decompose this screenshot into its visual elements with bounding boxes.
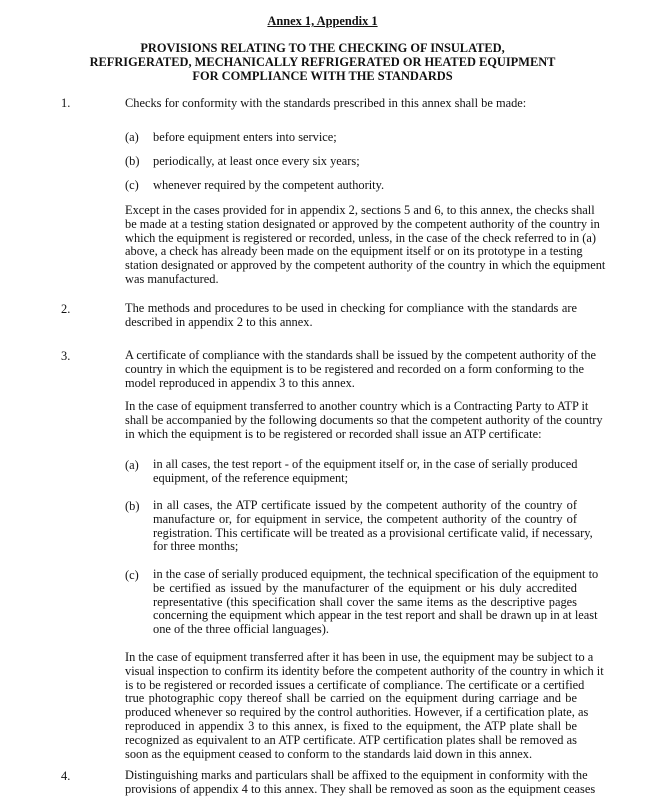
item-label: (a) xyxy=(125,130,139,144)
paragraph-line: equipment, of the reference equipment; xyxy=(153,470,349,485)
section-text xyxy=(125,302,577,330)
paragraph-line: produced whenever so required by the control authorities. However, if a certification plate, as xyxy=(125,705,589,720)
item-text xyxy=(153,458,577,486)
item-label: (b) xyxy=(125,499,140,513)
paragraph-line: in all cases, the test report - of the equipment itself or, in the case of serially produced xyxy=(153,457,578,471)
paragraph-line: provisions of appendix 4 to this annex. They shall be removed as soon as the equipment ceases xyxy=(125,781,596,796)
item-label: (a) xyxy=(125,458,139,472)
paragraph-line: registration. This certificate will be treated as a provisional certificate valid, if necessary, xyxy=(153,525,593,540)
paragraph-line: be made at a testing station designated or approved by the competent authority of the country in xyxy=(125,216,600,231)
item-text xyxy=(153,498,593,554)
paragraph-line: model reproduced in appendix 3 to this annex. xyxy=(125,375,355,390)
paragraph-line: The methods and procedures to be used in checking for compliance with the standards are xyxy=(125,301,577,315)
paragraph-line: manufacture or, for equipment in service, the competent authority of the country of xyxy=(153,511,577,526)
section-number: 1. xyxy=(61,96,71,110)
section-number: 4. xyxy=(61,769,71,783)
item-label: (b) xyxy=(125,154,140,168)
section-number: 3. xyxy=(61,349,71,363)
paragraph-line: which the equipment is registered or recorded, unless, in the case of the check referred to in (a) xyxy=(125,230,596,245)
section-text xyxy=(125,768,596,797)
heading-line-1: PROVISIONS RELATING TO THE CHECKING OF INSULATED, xyxy=(140,41,505,55)
paragraph-line: In the case of equipment transferred after it has been in use, the equipment may be subject to a xyxy=(125,650,594,664)
item-text xyxy=(153,567,599,637)
paragraph-line: A certificate of compliance with the standards shall be issued by the competent authority of the xyxy=(125,348,597,362)
paragraph-line: representative (this specification shall cover the same items as the descriptive pages xyxy=(153,594,577,609)
item-text: before equipment enters into service; xyxy=(153,130,337,144)
heading-line-3: FOR COMPLIANCE WITH THE STANDARDS xyxy=(192,69,453,83)
paragraph-line: Distinguishing marks and particulars shall be affixed to the equipment in conformity with the xyxy=(125,768,588,782)
item-label: (c) xyxy=(125,568,139,582)
paragraph-line: Except in the cases provided for in appendix 2, sections 5 and 6, to this annex, the checks shall xyxy=(125,203,595,217)
paragraph-line: In the case of equipment transferred to another country which is a Contracting Party to ATP it xyxy=(125,399,589,413)
section-intro: Checks for conformity with the standards prescribed in this annex shall be made: xyxy=(125,96,527,110)
paragraph-line: soon as the equipment ceased to conform to the standards laid down in this annex. xyxy=(125,746,533,761)
paragraph-line: true photographic copy thereof shall be carried on the equipment during carriage and be xyxy=(125,691,577,706)
item-label: (c) xyxy=(125,178,139,192)
paragraph-line: recognized as equivalent to an ATP certificate. ATP certification plates shall be removed as xyxy=(125,732,577,747)
paragraph-line: one of the three official languages). xyxy=(153,622,329,637)
item-text: whenever required by the competent authority. xyxy=(153,178,385,192)
section-paragraph xyxy=(125,399,603,441)
section-number: 2. xyxy=(61,302,71,316)
paragraph-line: be certified as issued by the manufacturer of the equipment or his duly accredited xyxy=(153,580,577,595)
paragraph-line: visual inspection to confirm its identity before the competent authority of the country in which it xyxy=(125,663,604,678)
paragraph-line: concerning the equipment which appear in the test report and shall be drawn up in at least xyxy=(153,608,598,623)
paragraph-line: is to be registered or recorded issues a certificate of compliance. The certificate or a certified xyxy=(125,677,585,692)
annex-title: Annex 1, Appendix 1 xyxy=(267,14,378,28)
item-text: periodically, at least once every six years; xyxy=(153,154,360,168)
section-text xyxy=(125,348,597,390)
paragraph-line: reproduced in appendix 3 to this annex, is fixed to the equipment, the ATP plate shall be xyxy=(125,718,577,733)
section-paragraph xyxy=(125,203,606,287)
paragraph-line: was manufactured. xyxy=(125,271,219,286)
paragraph-line: above, a check has already been made on the equipment itself or on its prototype in a testing xyxy=(125,244,583,259)
paragraph-line: described in appendix 2 to this annex. xyxy=(125,314,313,329)
heading-line-2: REFRIGERATED, MECHANICALLY REFRIGERATED OR HEATED EQUIPMENT xyxy=(89,55,556,69)
paragraph-line: in all cases, the ATP certificate issued by the competent authority of the country of xyxy=(153,498,577,512)
paragraph-line: in the case of serially produced equipment, the technical specification of the equipment to xyxy=(153,567,599,581)
paragraph-line: station designated or approved by the competent authority of the country in which the equipment xyxy=(125,258,606,273)
paragraph-line: in which the equipment is to be registered or recorded shall issue an ATP certificate: xyxy=(125,426,542,441)
paragraph-line: shall be accompanied by the following documents so that the competent authority of the country xyxy=(125,412,603,427)
section-paragraph xyxy=(125,650,604,761)
paragraph-line: country in which the equipment is to be registered and recorded on a form conforming to the xyxy=(125,361,585,376)
paragraph-line: for three months; xyxy=(153,539,239,554)
